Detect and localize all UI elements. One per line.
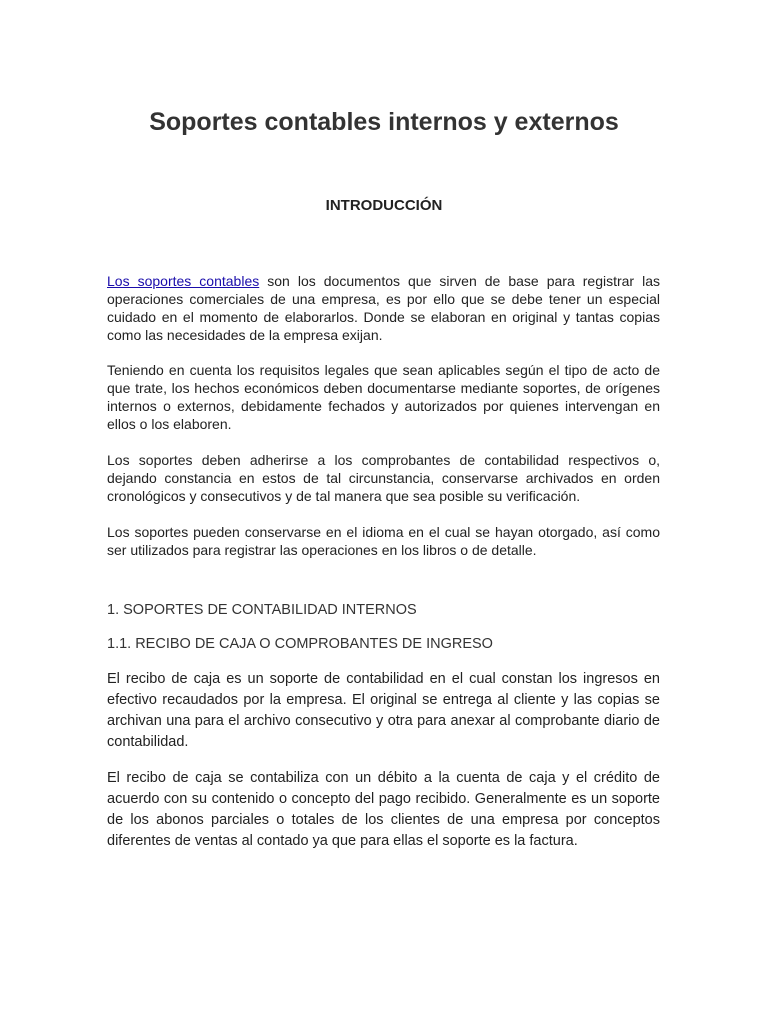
paragraph-requisitos: Teniendo en cuenta los requisitos legales que sean aplicables según el tipo de acto de que trate, los hechos económicos deben documentarse mediante soportes, de orígenes internos o externos, debidamente fechados y autorizados por quienes intervengan en ellos o los elaboren.: [107, 362, 660, 432]
section-heading-internos: 1. SOPORTES DE CONTABILIDAD INTERNOS: [107, 602, 417, 618]
section-heading-recibo-caja: 1.1. RECIBO DE CAJA O COMPROBANTES DE INGRESO: [107, 636, 493, 652]
document-title: Soportes contables internos y externos: [149, 108, 619, 136]
paragraph-contabilizacion: El recibo de caja se contabiliza con un débito a la cuenta de caja y el crédito de acuerdo con su contenido o concepto del pago recibido. Generalmente es un soporte de los abonos parciales o totales de los clientes de una empresa por conceptos diferentes de ventas al contado ya que para ellas el soporte es la factura.: [107, 770, 660, 849]
paragraph-intro: [107, 272, 660, 344]
intro-heading: INTRODUCCIÓN: [325, 197, 443, 214]
paragraph-adherirse: Los soportes deben adherirse a los comprobantes de contabilidad respectivos o, dejando constancia en estos de tal circunstancia, conservarse archivados en orden cronológicos y consecutivos y de tal manera que sea posible su verificación.: [107, 452, 660, 504]
paragraph-idioma: Los soportes pueden conservarse en el idioma en el cual se hayan otorgado, así como ser utilizados para registrar las operaciones en los libros o de detalle.: [107, 524, 660, 558]
paragraph-recibo-caja: El recibo de caja es un soporte de contabilidad en el cual constan los ingresos en efectivo recaudados por la empresa. El original se entrega al cliente y las copias se archivan una para el archivo consecutivo y otra para anexar al comprobante diario de contabilidad.: [107, 671, 660, 750]
soportes-contables-link[interactable]: Los soportes contables: [107, 273, 260, 289]
paragraph-intro-text: son los documentos que sirven de base para registrar las operaciones comerciales de una empresa, es por ello que se debe tener un especial cuidado en el momento de elaborarlos. Donde se elaboran en original y tantas copias como las necesidades de la empresa exijan.: [107, 273, 661, 343]
